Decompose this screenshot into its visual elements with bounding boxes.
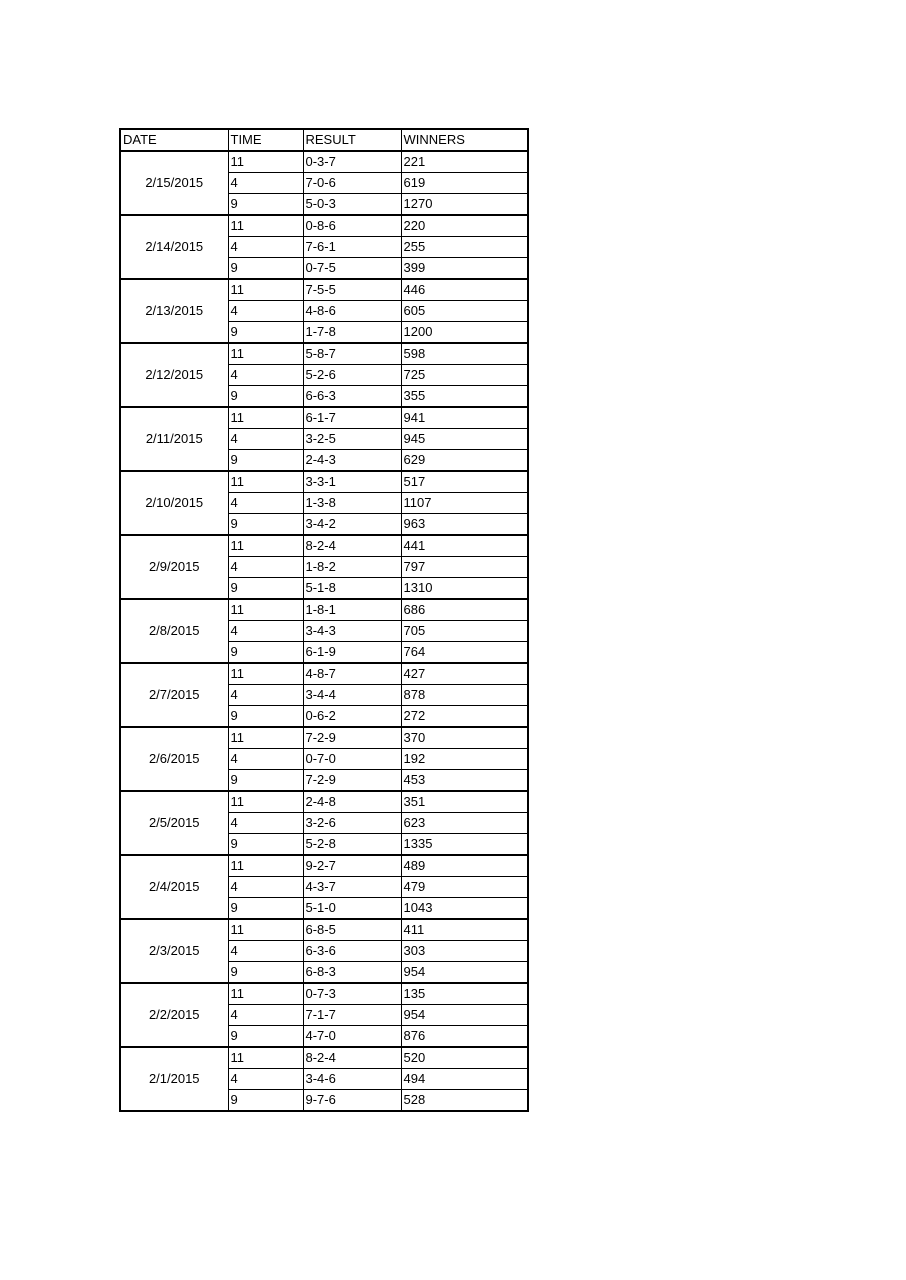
date-group	[120, 151, 528, 215]
winners-cell: 598	[401, 343, 528, 365]
winners-cell: 272	[401, 706, 528, 728]
time-cell: 11	[228, 215, 303, 237]
result-cell: 1-7-8	[303, 322, 401, 344]
winners-cell: 623	[401, 813, 528, 834]
time-cell: 9	[228, 322, 303, 344]
time-cell: 4	[228, 1005, 303, 1026]
result-cell: 8-2-4	[303, 535, 401, 557]
winners-cell: 355	[401, 386, 528, 408]
winners-cell: 520	[401, 1047, 528, 1069]
result-cell: 8-2-4	[303, 1047, 401, 1069]
time-cell: 4	[228, 301, 303, 322]
time-cell: 9	[228, 962, 303, 984]
table-row	[120, 215, 528, 237]
result-cell: 3-4-2	[303, 514, 401, 536]
winners-cell: 725	[401, 365, 528, 386]
date-cell: 2/10/2015	[120, 471, 228, 535]
winners-cell: 370	[401, 727, 528, 749]
result-cell: 7-1-7	[303, 1005, 401, 1026]
date-cell: 2/2/2015	[120, 983, 228, 1047]
result-cell: 1-8-1	[303, 599, 401, 621]
winners-cell: 876	[401, 1026, 528, 1048]
time-cell: 9	[228, 706, 303, 728]
result-cell: 3-2-5	[303, 429, 401, 450]
winners-cell: 619	[401, 173, 528, 194]
time-cell: 11	[228, 983, 303, 1005]
date-group	[120, 663, 528, 727]
time-cell: 4	[228, 685, 303, 706]
result-cell: 6-8-3	[303, 962, 401, 984]
winners-cell: 303	[401, 941, 528, 962]
date-cell: 2/15/2015	[120, 151, 228, 215]
winners-cell: 479	[401, 877, 528, 898]
winners-cell: 764	[401, 642, 528, 664]
time-cell: 4	[228, 621, 303, 642]
result-cell: 7-6-1	[303, 237, 401, 258]
winners-cell: 954	[401, 962, 528, 984]
date-cell: 2/1/2015	[120, 1047, 228, 1111]
date-group	[120, 343, 528, 407]
date-group	[120, 215, 528, 279]
winners-cell: 453	[401, 770, 528, 792]
time-cell: 11	[228, 343, 303, 365]
date-cell: 2/11/2015	[120, 407, 228, 471]
winners-cell: 605	[401, 301, 528, 322]
winners-cell: 954	[401, 1005, 528, 1026]
winners-cell: 941	[401, 407, 528, 429]
result-cell: 5-2-6	[303, 365, 401, 386]
header-winners: WINNERS	[401, 129, 528, 151]
time-cell: 11	[228, 1047, 303, 1069]
header-result: RESULT	[303, 129, 401, 151]
result-cell: 7-2-9	[303, 727, 401, 749]
time-cell: 4	[228, 493, 303, 514]
header-row	[120, 129, 528, 151]
table-row	[120, 535, 528, 557]
date-cell: 2/8/2015	[120, 599, 228, 663]
time-cell: 4	[228, 429, 303, 450]
time-cell: 11	[228, 919, 303, 941]
result-cell: 7-2-9	[303, 770, 401, 792]
winners-cell: 945	[401, 429, 528, 450]
table-row	[120, 727, 528, 749]
date-group	[120, 727, 528, 791]
result-cell: 9-7-6	[303, 1090, 401, 1112]
table-header	[120, 129, 528, 151]
date-cell: 2/14/2015	[120, 215, 228, 279]
winners-cell: 705	[401, 621, 528, 642]
date-group	[120, 791, 528, 855]
result-cell: 0-8-6	[303, 215, 401, 237]
table-row	[120, 791, 528, 813]
date-cell: 2/12/2015	[120, 343, 228, 407]
result-cell: 1-3-8	[303, 493, 401, 514]
result-cell: 5-1-8	[303, 578, 401, 600]
table-row	[120, 663, 528, 685]
date-group	[120, 279, 528, 343]
winners-cell: 1200	[401, 322, 528, 344]
result-cell: 9-2-7	[303, 855, 401, 877]
date-cell: 2/4/2015	[120, 855, 228, 919]
time-cell: 11	[228, 727, 303, 749]
time-cell: 4	[228, 1069, 303, 1090]
result-cell: 6-8-5	[303, 919, 401, 941]
time-cell: 9	[228, 1026, 303, 1048]
time-cell: 9	[228, 258, 303, 280]
result-cell: 3-2-6	[303, 813, 401, 834]
result-cell: 7-0-6	[303, 173, 401, 194]
winners-cell: 221	[401, 151, 528, 173]
result-cell: 5-2-8	[303, 834, 401, 856]
winners-cell: 427	[401, 663, 528, 685]
date-cell: 2/13/2015	[120, 279, 228, 343]
winners-cell: 528	[401, 1090, 528, 1112]
winners-cell: 489	[401, 855, 528, 877]
winners-cell: 1310	[401, 578, 528, 600]
result-cell: 0-3-7	[303, 151, 401, 173]
winners-cell: 399	[401, 258, 528, 280]
winners-cell: 686	[401, 599, 528, 621]
winners-cell: 1107	[401, 493, 528, 514]
result-cell: 5-0-3	[303, 194, 401, 216]
date-group	[120, 471, 528, 535]
time-cell: 11	[228, 599, 303, 621]
date-group	[120, 1047, 528, 1111]
result-cell: 4-3-7	[303, 877, 401, 898]
time-cell: 11	[228, 791, 303, 813]
table-row	[120, 471, 528, 493]
date-cell: 2/3/2015	[120, 919, 228, 983]
winners-cell: 446	[401, 279, 528, 301]
result-cell: 6-1-9	[303, 642, 401, 664]
result-cell: 6-1-7	[303, 407, 401, 429]
result-cell: 1-8-2	[303, 557, 401, 578]
time-cell: 11	[228, 407, 303, 429]
result-cell: 0-6-2	[303, 706, 401, 728]
date-cell: 2/7/2015	[120, 663, 228, 727]
table-row	[120, 407, 528, 429]
time-cell: 11	[228, 471, 303, 493]
date-group	[120, 599, 528, 663]
table-row	[120, 279, 528, 301]
result-cell: 4-8-6	[303, 301, 401, 322]
result-cell: 5-1-0	[303, 898, 401, 920]
winners-cell: 963	[401, 514, 528, 536]
date-group	[120, 919, 528, 983]
winners-cell: 494	[401, 1069, 528, 1090]
time-cell: 9	[228, 514, 303, 536]
time-cell: 9	[228, 386, 303, 408]
result-cell: 2-4-8	[303, 791, 401, 813]
time-cell: 9	[228, 642, 303, 664]
time-cell: 9	[228, 194, 303, 216]
time-cell: 9	[228, 898, 303, 920]
time-cell: 11	[228, 663, 303, 685]
winners-cell: 411	[401, 919, 528, 941]
date-group	[120, 407, 528, 471]
result-cell: 3-4-3	[303, 621, 401, 642]
table-row	[120, 919, 528, 941]
result-cell: 3-4-4	[303, 685, 401, 706]
winners-cell: 220	[401, 215, 528, 237]
time-cell: 9	[228, 578, 303, 600]
time-cell: 4	[228, 365, 303, 386]
winners-cell: 1043	[401, 898, 528, 920]
winners-cell: 192	[401, 749, 528, 770]
table-row	[120, 855, 528, 877]
winners-cell: 629	[401, 450, 528, 472]
date-cell: 2/5/2015	[120, 791, 228, 855]
result-cell: 6-3-6	[303, 941, 401, 962]
result-cell: 3-3-1	[303, 471, 401, 493]
winners-cell: 1335	[401, 834, 528, 856]
time-cell: 9	[228, 1090, 303, 1112]
result-cell: 0-7-0	[303, 749, 401, 770]
results-table	[119, 128, 529, 1112]
time-cell: 9	[228, 770, 303, 792]
result-cell: 2-4-3	[303, 450, 401, 472]
result-cell: 6-6-3	[303, 386, 401, 408]
date-group	[120, 535, 528, 599]
table-row	[120, 599, 528, 621]
table-row	[120, 343, 528, 365]
result-cell: 5-8-7	[303, 343, 401, 365]
time-cell: 4	[228, 173, 303, 194]
winners-cell: 135	[401, 983, 528, 1005]
result-cell: 7-5-5	[303, 279, 401, 301]
time-cell: 4	[228, 941, 303, 962]
winners-cell: 441	[401, 535, 528, 557]
winners-cell: 351	[401, 791, 528, 813]
time-cell: 9	[228, 834, 303, 856]
result-cell: 0-7-3	[303, 983, 401, 1005]
time-cell: 4	[228, 557, 303, 578]
result-cell: 4-8-7	[303, 663, 401, 685]
winners-cell: 255	[401, 237, 528, 258]
time-cell: 11	[228, 855, 303, 877]
winners-cell: 517	[401, 471, 528, 493]
time-cell: 4	[228, 813, 303, 834]
winners-cell: 878	[401, 685, 528, 706]
table-row	[120, 151, 528, 173]
date-cell: 2/9/2015	[120, 535, 228, 599]
winners-cell: 1270	[401, 194, 528, 216]
table-row	[120, 1047, 528, 1069]
result-cell: 0-7-5	[303, 258, 401, 280]
winners-cell: 797	[401, 557, 528, 578]
time-cell: 4	[228, 877, 303, 898]
header-date: DATE	[120, 129, 228, 151]
result-cell: 3-4-6	[303, 1069, 401, 1090]
date-cell: 2/6/2015	[120, 727, 228, 791]
time-cell: 11	[228, 279, 303, 301]
time-cell: 9	[228, 450, 303, 472]
time-cell: 4	[228, 237, 303, 258]
date-group	[120, 983, 528, 1047]
time-cell: 11	[228, 535, 303, 557]
time-cell: 4	[228, 749, 303, 770]
header-time: TIME	[228, 129, 303, 151]
table-row	[120, 983, 528, 1005]
time-cell: 11	[228, 151, 303, 173]
date-group	[120, 855, 528, 919]
result-cell: 4-7-0	[303, 1026, 401, 1048]
